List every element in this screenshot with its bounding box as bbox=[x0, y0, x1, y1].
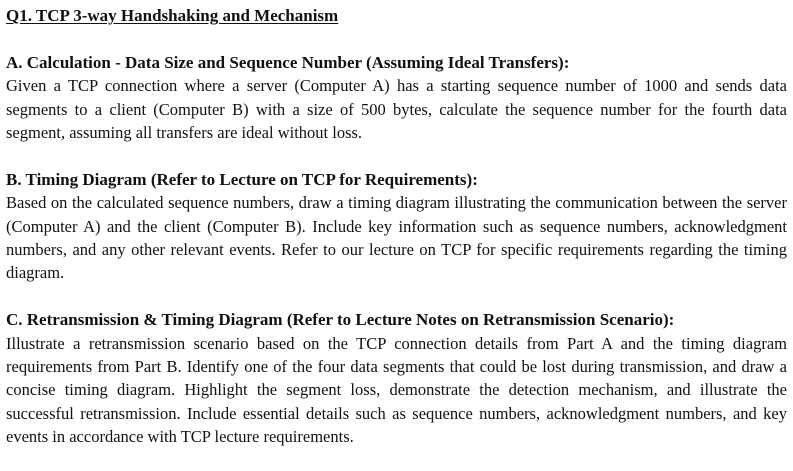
section-c-heading: C. Retransmission & Timing Diagram (Refer to Lecture Notes on Retransmission Scenario): bbox=[6, 310, 675, 330]
section-a-heading: A. Calculation - Data Size and Sequence Number (Assuming Ideal Transfers): bbox=[6, 52, 570, 72]
section-b-body: Based on the calculated sequence numbers, draw a timing diagram illustrating the communication between the server (Computer A) and the client (Computer B). Include key information such as sequence numbers, acknowledgment numbers, and any other relevant events. Refer to our lecture on TCP for specific requirements regarding the timing diagram. bbox=[6, 193, 787, 283]
question-title: Q1. TCP 3-way Handshaking and Mechanism bbox=[6, 6, 339, 25]
section-b-heading: B. Timing Diagram (Refer to Lecture on TCP for Requirements): bbox=[6, 169, 478, 189]
section-c-body: Illustrate a retransmission scenario based on the TCP connection details from Part A and the timing diagram requirements from Part B. Identify one of the four data segments that could be lost during transmission, and draw a concise timing diagram. Highlight the segment loss, demonstrate the detection mechanism, and illustrate the successful retransmission. Include essential details such as sequence numbers, acknowledgment numbers, and key events in accordance with TCP lecture requirements. bbox=[6, 333, 787, 447]
section-c bbox=[6, 308, 787, 448]
section-a bbox=[6, 51, 787, 145]
section-a-body: Given a TCP connection where a server (Computer A) has a starting sequence number of 1000 and sends data segments to a client (Computer B) with a size of 500 bytes, calculate the sequence number for the fourth data segment, assuming all transfers are ideal without loss. bbox=[6, 76, 787, 143]
section-b bbox=[6, 168, 787, 285]
